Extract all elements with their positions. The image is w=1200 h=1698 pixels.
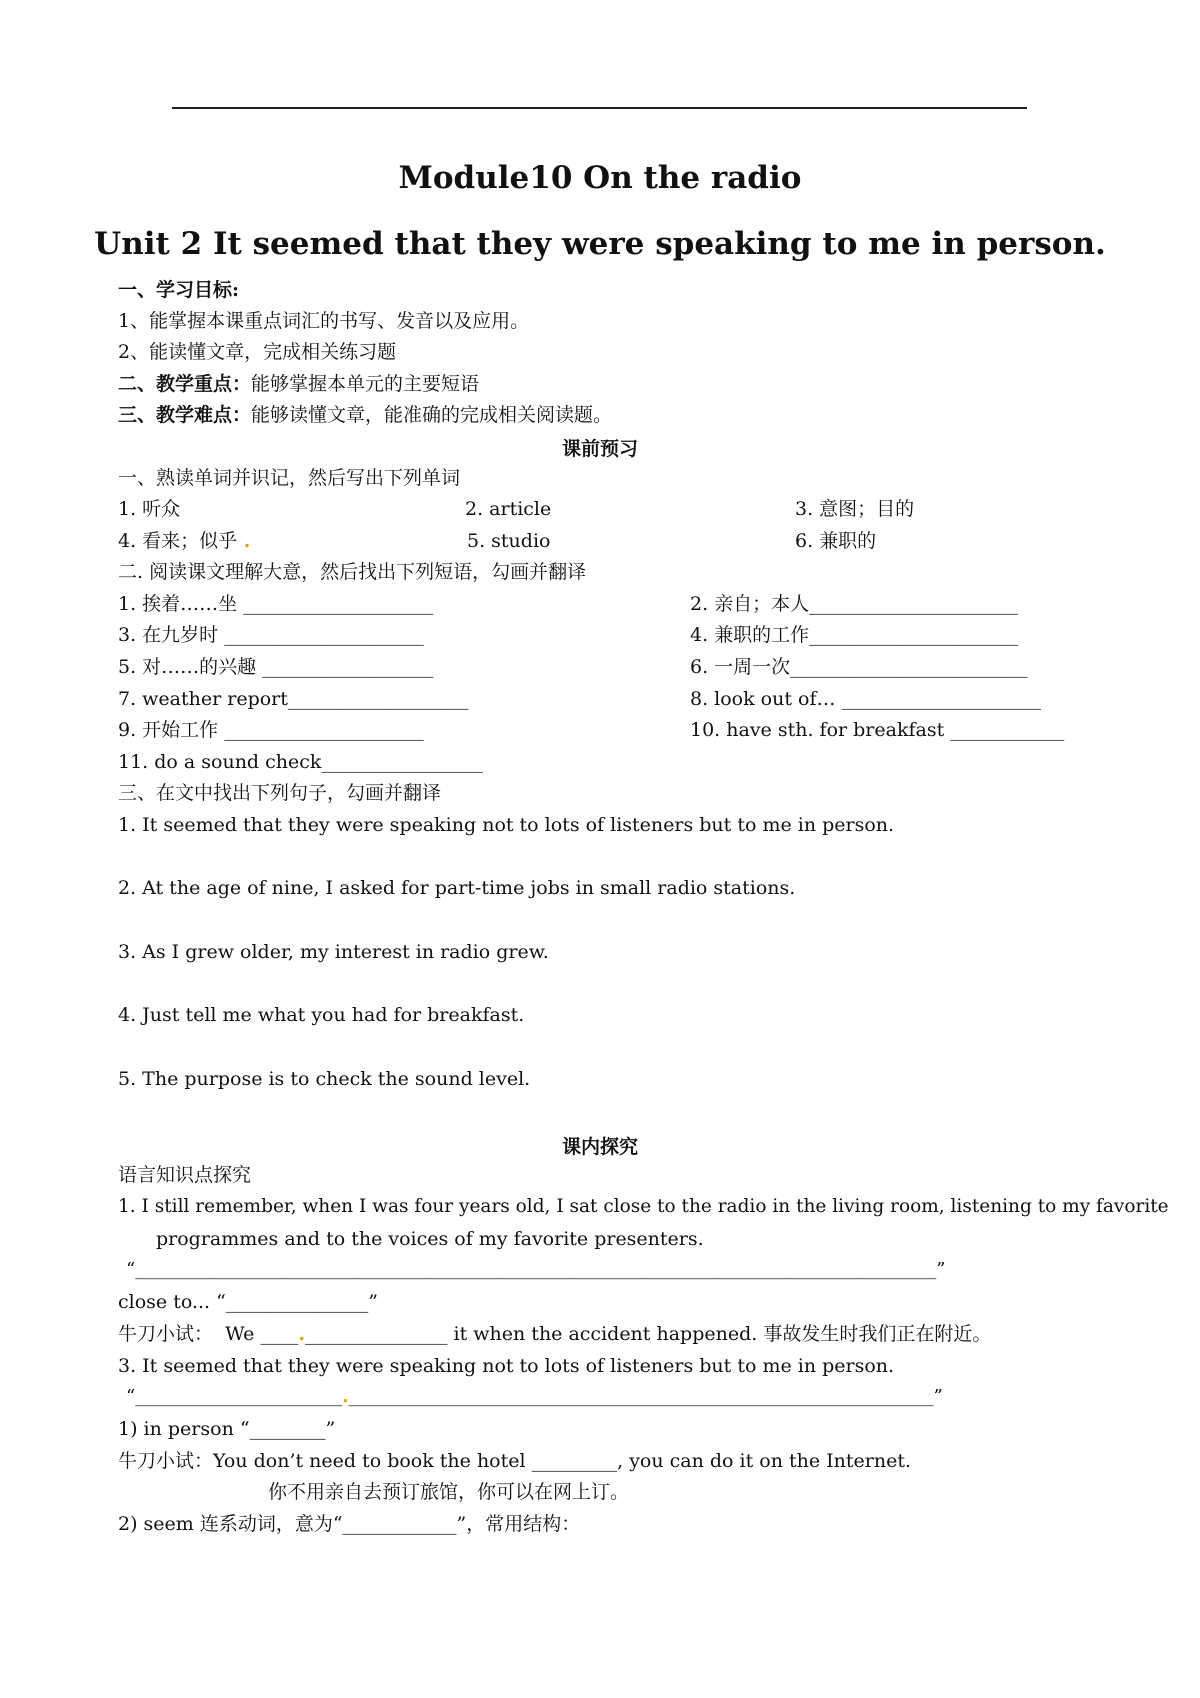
words-instruction: 一、熟读单词并识记，然后写出下列单词 xyxy=(118,467,461,489)
inclass-heading: 课内探究 xyxy=(561,1136,638,1158)
word-5: 5. studio xyxy=(467,530,551,552)
phrase-2: 2. 亲自；本人______________________ xyxy=(690,593,1019,615)
highlight-dot: . xyxy=(342,1386,349,1407)
difficulties xyxy=(118,403,612,427)
phrase-11: 11. do a sound check_________________ xyxy=(118,751,483,773)
point-3-blank xyxy=(126,1385,943,1409)
phrase-1: 1. 挨着……坐 ____________________ xyxy=(118,593,434,615)
phrase-6: 6. 一周一次_________________________ xyxy=(690,656,1028,678)
difficulties-text: 能够读懂文章，能准确的完成相关阅读题。 xyxy=(251,404,613,426)
phrase-4: 4. 兼职的工作______________________ xyxy=(690,624,1019,646)
try-2-chinese: 你不用亲自去预订旅馆，你可以在网上订。 xyxy=(268,1481,630,1503)
sentence-4: 4. Just tell me what you had for breakfast. xyxy=(118,1004,525,1026)
point-1-line-2: programmes and to the voices of my favorite presenters. xyxy=(156,1228,704,1250)
try-1-b: _______________ it when the accident happened. 事故发生时我们正在附近。 xyxy=(305,1323,992,1345)
point-3-blank-b: _________________________________________________________________” xyxy=(348,1386,943,1407)
sentences-instruction: 三、在文中找出下列句子，勾画并翻译 xyxy=(118,782,442,804)
word-3: 3. 意图；目的 xyxy=(795,498,915,520)
close-to: close to... “_______________” xyxy=(118,1291,379,1313)
try-1-label: 牛刀小试： xyxy=(118,1323,214,1345)
word-6: 6. 兼职的 xyxy=(795,530,877,552)
try-1 xyxy=(118,1322,991,1346)
phrase-9: 9. 开始工作 _____________________ xyxy=(118,719,424,741)
preview-heading: 课前预习 xyxy=(561,438,638,460)
key-points xyxy=(118,372,479,396)
highlight-dot: . xyxy=(237,530,251,552)
sentence-2: 2. At the age of nine, I asked for part-time jobs in small radio stations. xyxy=(118,877,796,899)
word-4 xyxy=(118,529,250,553)
word-4-text: 4. 看来；似乎 xyxy=(118,530,238,552)
difficulties-label: 三、教学难点： xyxy=(118,404,252,426)
explore-heading: 语言知识点探究 xyxy=(118,1164,252,1186)
sentence-3: 3. As I grew older, my interest in radio grew. xyxy=(118,941,549,963)
objective-1: 1、能掌握本课重点词汇的书写、发音以及应用。 xyxy=(118,310,530,332)
objectives-heading: 一、学习目标: xyxy=(118,279,240,301)
seem-note: 2) seem 连系动词，意为“____________”，常用结构： xyxy=(118,1513,581,1535)
point-1-blank: “_________________________________________________________________________________________” xyxy=(126,1259,946,1280)
word-1: 1. 听众 xyxy=(118,498,181,520)
point-3-blank-a: “_______________________ xyxy=(126,1386,343,1407)
highlight-dot: . xyxy=(298,1323,305,1345)
try-1-a: We ____ xyxy=(225,1323,299,1345)
header-rule xyxy=(172,107,1027,109)
word-2: 2. article xyxy=(465,498,552,520)
objective-2: 2、能读懂文章，完成相关练习题 xyxy=(118,341,397,363)
phrase-8: 8. look out of… _____________________ xyxy=(690,688,1042,710)
sentence-5: 5. The purpose is to check the sound level. xyxy=(118,1068,531,1090)
point-3: 3. It seemed that they were speaking not to lots of listeners but to me in person. xyxy=(118,1355,895,1377)
try-2: 牛刀小试：You don’t need to book the hotel _________, you can do it on the Internet. xyxy=(118,1450,912,1472)
phrase-3: 3. 在九岁时 _____________________ xyxy=(118,624,424,646)
phrase-7: 7. weather report___________________ xyxy=(118,688,469,710)
sentence-1: 1. It seemed that they were speaking not to lots of listeners but to me in person. xyxy=(118,814,895,836)
unit-title: Unit 2 It seemed that they were speaking to me in person. xyxy=(94,226,1106,262)
in-person: 1) in person “________” xyxy=(118,1418,336,1440)
phrases-instruction: 二. 阅读课文理解大意，然后找出下列短语，勾画并翻译 xyxy=(118,561,587,583)
phrase-5: 5. 对……的兴趣 __________________ xyxy=(118,656,434,678)
key-points-text: 能够掌握本单元的主要短语 xyxy=(251,373,480,395)
point-1-line-1: 1. I still remember, when I was four years old, I sat close to the radio in the living room, listening to my favorite xyxy=(118,1196,1169,1217)
key-points-label: 二、教学重点： xyxy=(118,373,252,395)
phrase-10: 10. have sth. for breakfast ____________ xyxy=(690,719,1065,741)
module-title: Module10 On the radio xyxy=(398,160,802,196)
